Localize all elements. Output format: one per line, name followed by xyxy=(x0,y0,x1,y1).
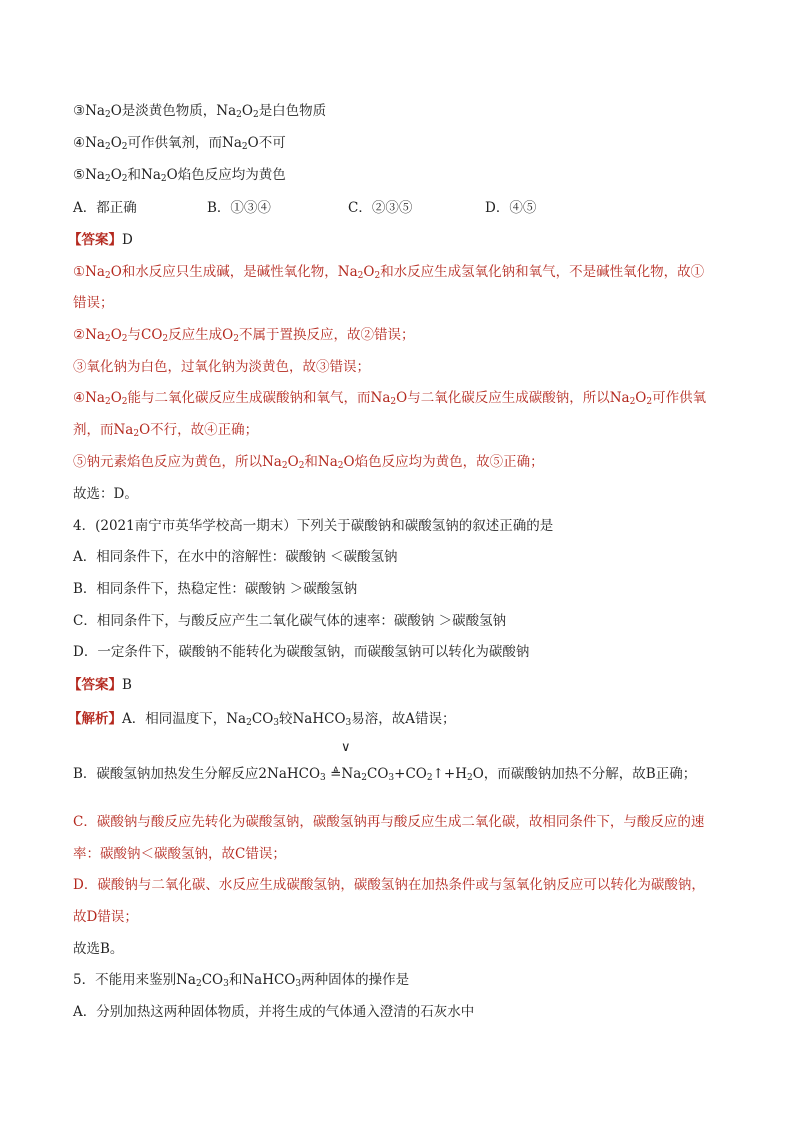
answer-label: 【答案】 xyxy=(68,232,122,248)
q5-stem: 5．不能用来鉴别$Na_2CO_3$和NaHCO$_3$两种固体的操作是 xyxy=(73,972,410,989)
q3-explanation-2: $②Na_2O_2$与$CO_2$反应生成$O_2$不属于置换反应，故②错误； xyxy=(73,327,415,344)
q4-option-d: D．一定条件下，碳酸钠不能转化为碳酸氢钠，而碳酸氢钠可以转化为碳酸钠 xyxy=(73,644,530,660)
decomposition-equation: B．碳酸氢钠加热发生分解反应2NaHCO$_3$ $≜Na_2CO_3+CO_2↑+H_2O$，而碳酸钠加热不分解，故B正确； xyxy=(73,766,697,783)
q4-conclusion: 故选B。 xyxy=(73,941,124,957)
q3-option-d: D．④⑤ xyxy=(485,200,537,216)
q4-answer xyxy=(68,675,132,695)
q4-option-a: A．相同条件下，在水中的溶解性：碳酸钠 ＜碳酸氢钠 xyxy=(73,549,398,565)
q3-explanation-1-cont: 错误； xyxy=(73,295,114,311)
answer-label: 【答案】 xyxy=(68,677,122,693)
q3-options xyxy=(73,198,536,218)
q4-analysis-d-cont: 故D错误； xyxy=(73,909,138,925)
q3-statement-4: $④Na_2O_2$可作供氧剂，而$Na_2O$不可 xyxy=(73,135,286,152)
q4-analysis-d: D．碳酸钠与二氧化碳、水反应生成碳酸氢钠，碳酸氢钠在加热条件或与氢氧化钠反应可以转化为碳酸钠， xyxy=(73,877,705,893)
q4-stem: 4．(2021南宁市英华学校高一期末）下列关于碳酸钠和碳酸氢钠的叙述正确的是 xyxy=(73,518,554,534)
heat-mark-symbol: ∨ xyxy=(341,740,351,755)
q4-analysis-c: C．碳酸钠与酸反应先转化为碳酸氢钠，碳酸氢钠再与酸反应生成二氧化碳，故相同条件下，与酸反应的速 xyxy=(73,814,705,830)
q3-explanation-3: ③氧化钠为白色，过氧化钠为淡黄色，故③错误； xyxy=(73,359,370,375)
q3-option-b: B．①③④ xyxy=(207,200,271,216)
q4-analysis-a: 【解析】A．相同温度下，$Na_2CO_3$较NaHCO$_3$易溶，故A错误； xyxy=(68,711,456,728)
q3-statement-3: $③Na_2O$是淡黄色物质，$Na_2O_2$是白色物质 xyxy=(73,103,327,120)
q3-conclusion: 故选：D。 xyxy=(73,486,138,502)
answer-value: B xyxy=(122,677,132,693)
q3-explanation-5: ⑤钠元素焰色反应为黄色，所以$Na_2O_2$和$Na_2O$焰色反应均为黄色，故⑤正确； xyxy=(73,454,544,471)
q3-statement-5: $⑤Na_2O_2$和$Na_2O$焰色反应均为黄色 xyxy=(73,167,286,184)
q3-explanation-1: $①Na_2O$和水反应只生成碱，是碱性氧化物，$Na_2O_2$和水反应生成氢氧化钠和氧气，不是碱性氧化物，故① xyxy=(73,264,705,281)
q4-option-c: C．相同条件下，与酸反应产生二氧化碳气体的速率：碳酸钠 ＞碳酸氢钠 xyxy=(73,613,507,629)
analysis-label: 【解析】 xyxy=(68,711,122,727)
q5-option-a: A．分别加热这两种固体物质，并将生成的气体通入澄清的石灰水中 xyxy=(73,1004,475,1020)
q3-explanation-4-cont: 剂，而$Na_2O$不行，故④正确； xyxy=(73,422,259,439)
q4-option-b: B．相同条件下，热稳定性：碳酸钠 ＞碳酸氢钠 xyxy=(73,581,358,597)
answer-value: D xyxy=(122,232,133,248)
q3-option-a: A．都正确 xyxy=(73,200,137,216)
q3-option-c: C．②③⑤ xyxy=(348,200,413,216)
q3-explanation-4: $④Na_2O_2$能与二氧化碳反应生成碳酸钠和氧气，而$Na_2O$与二氧化碳反应生成碳酸钠，所以$Na_2O_2$可作供氧 xyxy=(73,390,707,407)
q3-answer xyxy=(68,230,133,250)
q4-analysis-c-cont: 率：碳酸钠＜碳酸氢钠，故C错误； xyxy=(73,846,286,862)
